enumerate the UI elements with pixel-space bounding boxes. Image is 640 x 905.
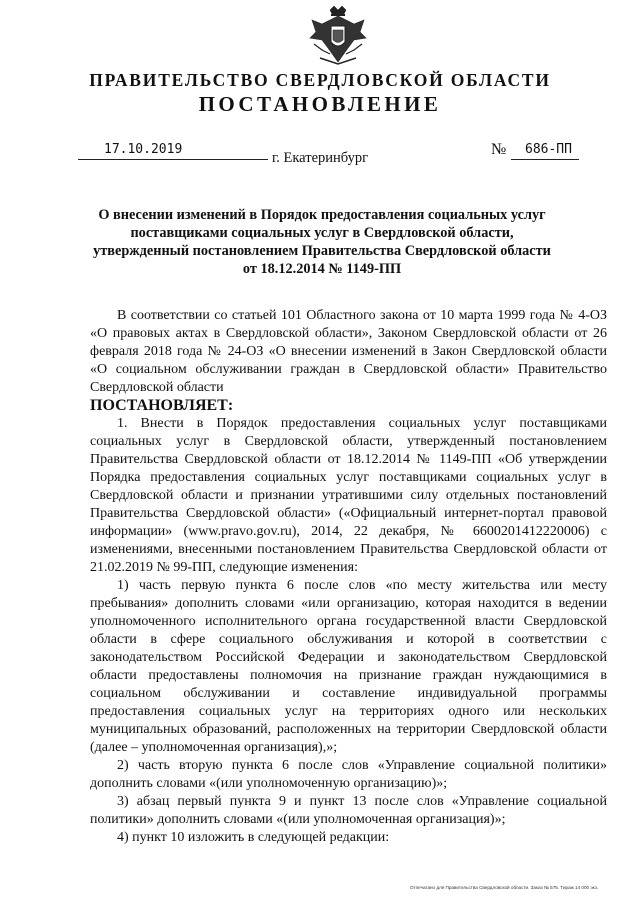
- decrees-heading: ПОСТАНОВЛЯЕТ:: [90, 397, 234, 414]
- coat-of-arms-emblem: [300, 4, 376, 68]
- document-date: 17.10.2019: [78, 142, 268, 160]
- city: г. Екатеринбург: [271, 150, 369, 166]
- document-number: 686-ПП: [511, 142, 579, 160]
- number-sign: №: [491, 141, 507, 158]
- document-body: [90, 307, 607, 847]
- item-1-paragraph: 1. Внести в Порядок предоставления социальных услуг поставщиками социальных услуг в Свердловской области, утвержденный постановлением Правительства Свердловской области от 18.12.2014 № 1149-ПП «Об утверждении Порядка предоставления социальных услуг поставщиками социальных услуг в Свердловской области и признании утратившими силу отдельных постановлений Правительства Свердловской области» («Официальный интернет-портал правовой информации» (www.pravo.gov.ru), 2014, 22 декабря, № 6600201412220006) с изменениями, внесенными постановлением Правительства Свердловской области от 21.02.2019 № 99-ПП, следующие изменения:: [90, 416, 607, 575]
- print-footer: Отпечатано для Правительства Свердловской области. Заказ № 575. Тираж 14 000 экз.: [410, 885, 599, 890]
- subitem-2: 2) часть вторую пункта 6 после слов «Управление социальной политики» дополнить словами «(или уполномоченную организацию)»;: [90, 758, 607, 791]
- intro-paragraph: В соответствии со статьей 101 Областного закона от 10 марта 1999 года № 4-ОЗ «О правовых актах в Свердловской области», Законом Свердловской области от 26 февраля 2018 года № 24-ОЗ «О внесении изменений в Закон Свердловской области «О социальном обслуживании граждан в Свердловской области» Правительство Свердловской области: [90, 308, 607, 395]
- document-type: ПОСТАНОВЛЕНИЕ: [198, 92, 442, 116]
- subitem-4: 4) пункт 10 изложить в следующей редакции:: [117, 830, 390, 845]
- government-name: ПРАВИТЕЛЬСТВО СВЕРДЛОВСКОЙ ОБЛАСТИ: [89, 70, 551, 90]
- subitem-1: 1) часть первую пункта 6 после слов «по месту жительства или месту пребывания» дополнить словами «или организацию, которая находится в ведении уполномоченного исполнительного органа государственной власти Свердловской области в сфере социального обслуживания и которой в соответствии с законодательством Российской Федерации и законодательством Свердловской области предоставлены полномочия на признание граждан нуждающимися в социальном обслуживании и составление индивидуальной программы предоставления социальных услуг на территориях одного или нескольких муниципальных образований, расположенных на территории Свердловской области (далее – уполномоченная организация),»;: [90, 578, 607, 755]
- document-title: О внесении изменений в Порядок предоставления социальных услуг поставщиками социальных услуг в Свердловской области, утвержденный постановлением Правительства Свердловской области от 18.12.2014 № 1149-ПП: [93, 207, 551, 277]
- subitem-3: 3) абзац первый пункта 9 и пункт 13 после слов «Управление социальной политики» дополнить словами «(или уполномоченная организация)»;: [90, 794, 607, 827]
